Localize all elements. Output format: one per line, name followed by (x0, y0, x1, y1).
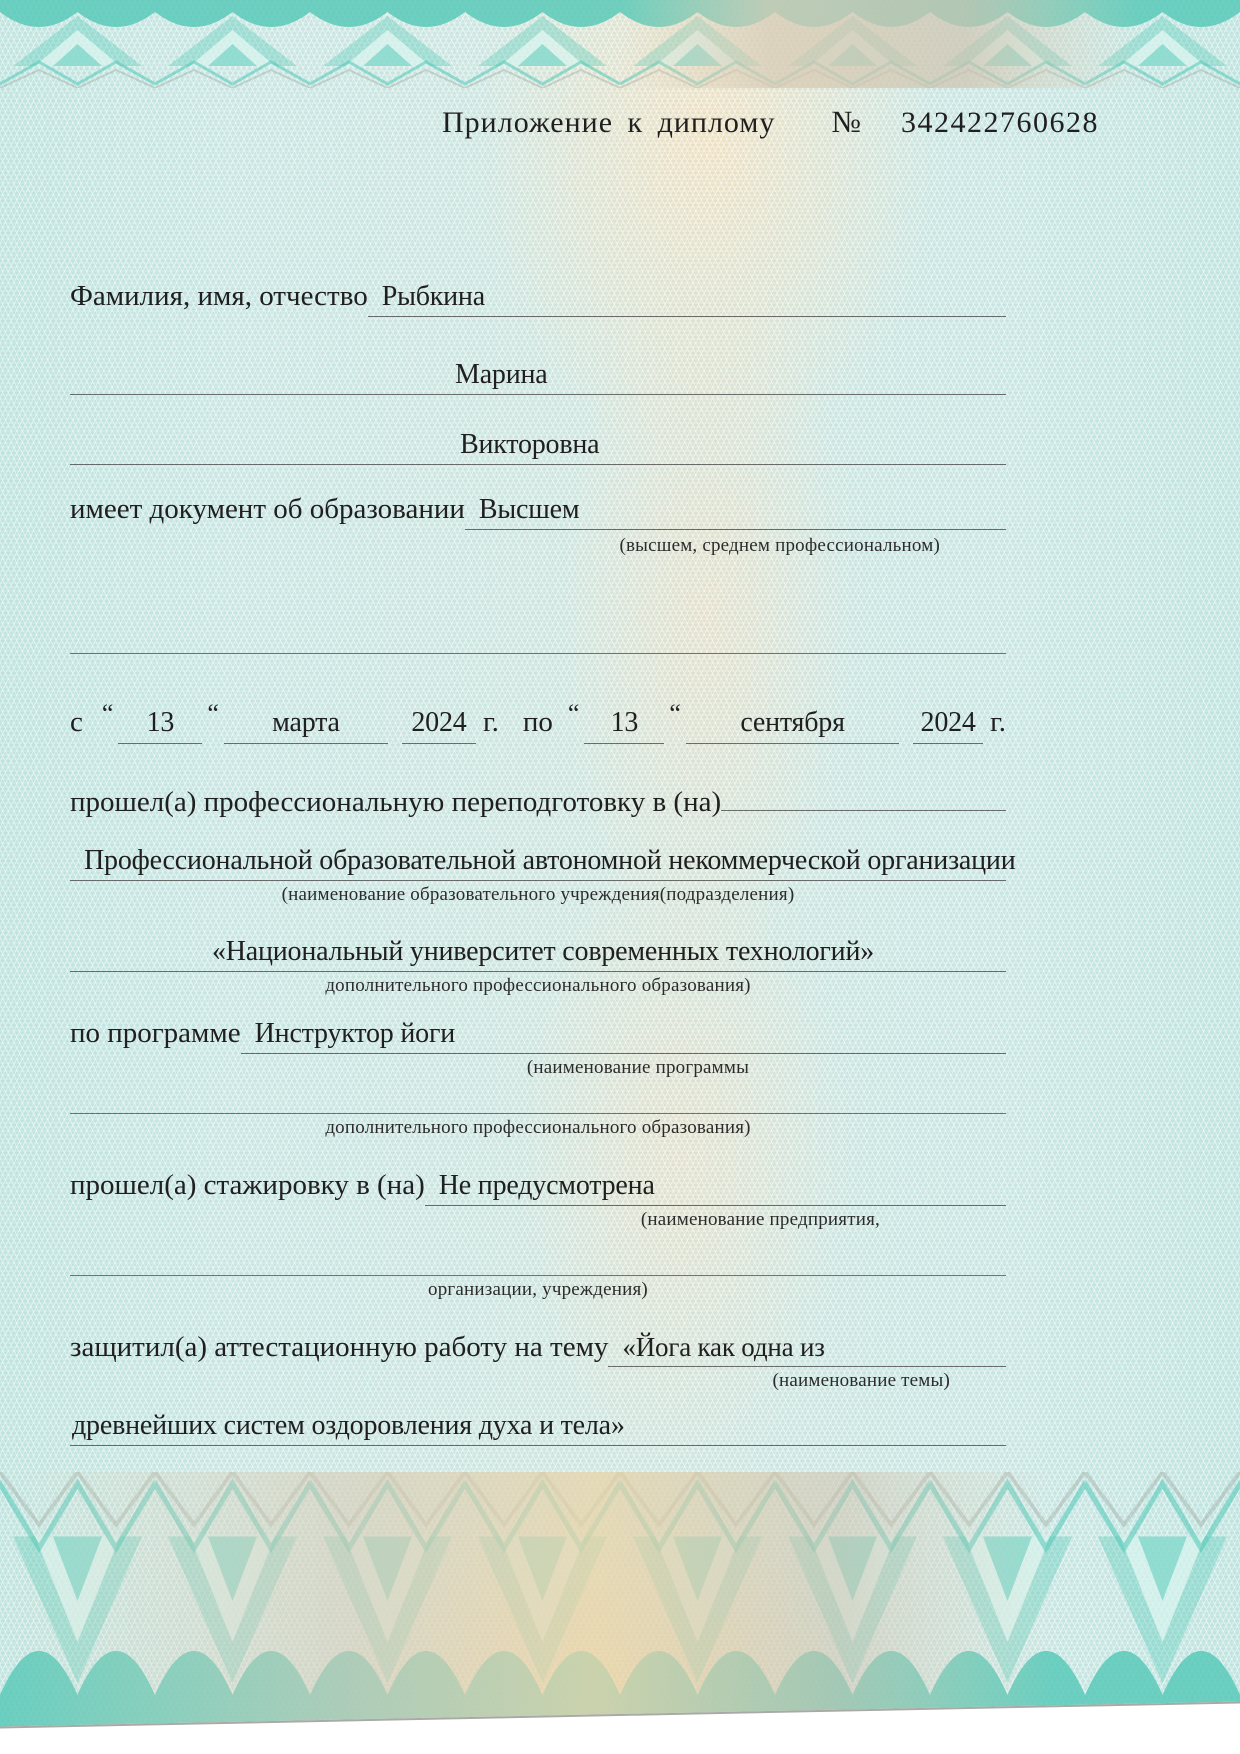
open-quote-to: “ (567, 699, 580, 728)
blank-rule-3 (70, 1275, 1006, 1276)
thesis-line-2-row (70, 1410, 1006, 1446)
program-row (70, 1017, 1006, 1054)
organization-line-2: «Национальный университет современных технологий» (70, 936, 1006, 972)
internship-row (70, 1169, 1006, 1206)
internship-caption-1-row (70, 1208, 1006, 1233)
day-to-value: 13 (584, 707, 664, 744)
period-to-label: по (522, 706, 553, 738)
program-value: Инструктор йоги (241, 1018, 1006, 1054)
month-to-value: сентября (686, 707, 899, 744)
year-from-value: 2024 (402, 707, 476, 744)
internship-caption-1: (наименование предприятия, (640, 1209, 880, 1230)
blank-rule-1 (70, 653, 1006, 654)
program-caption-2-row (70, 1116, 1006, 1141)
surname-value: Рыбкина (368, 281, 1006, 317)
full-name-label: Фамилия, имя, отчество (70, 280, 368, 312)
retraining-label: прошел(а) профессиональную переподготовку в (на) (70, 786, 722, 818)
retraining-blank-line (721, 807, 1006, 811)
blank-rule-2 (70, 1113, 1006, 1114)
first-name-row (70, 359, 1006, 395)
open-quote-from: “ (101, 699, 114, 728)
period-row (70, 699, 1006, 744)
thesis-row (70, 1331, 1006, 1367)
program-label: по программе (70, 1017, 241, 1049)
education-caption-row (70, 534, 1006, 559)
program-caption-1-row (70, 1056, 1006, 1081)
year-suffix-to: г. (990, 706, 1006, 738)
diploma-number: 342422760628 (900, 106, 1099, 139)
organization-caption-2: дополнительного профессионального образования) (325, 975, 751, 996)
period-prefix: с (70, 706, 83, 738)
education-value: Высшем (465, 494, 1006, 530)
day-from-value: 13 (118, 707, 202, 744)
internship-value: Не предусмотрена (425, 1170, 1006, 1206)
full-name-row (70, 280, 1006, 317)
organization-caption-1: (наименование образовательного учреждения(подразделения) (281, 884, 795, 905)
thesis-caption-row (70, 1369, 1006, 1394)
document-header (442, 104, 1162, 140)
guilloche-bottom-border (0, 1472, 1240, 1730)
year-to-value: 2024 (913, 707, 983, 744)
organization-line-1: Профессиональной образовательной автономной некоммерческой организации (70, 845, 1006, 881)
numero-sign: № (831, 104, 861, 139)
internship-caption-2-row (70, 1278, 1006, 1303)
document-title: Приложение к диплому (442, 106, 776, 139)
organization-caption-1-row (70, 883, 1006, 908)
organization-line-2-row (70, 936, 1006, 972)
education-caption: (высшем, среднем профессиональном) (619, 535, 940, 556)
close-quote-from: “ (207, 699, 219, 728)
internship-caption-2: организации, учреждения) (428, 1279, 648, 1300)
education-row (70, 493, 1006, 530)
organization-caption-2-row (70, 974, 1006, 999)
program-caption-2: дополнительного профессионального образования) (325, 1117, 751, 1138)
month-from-value: марта (224, 707, 388, 744)
first-name-value: Марина (70, 359, 1006, 395)
internship-label: прошел(а) стажировку в (на) (70, 1169, 425, 1201)
patronymic-value: Викторовна (70, 429, 1006, 465)
thesis-title-line-1: «Йога как одна из (608, 1332, 1006, 1367)
education-label: имеет документ об образовании (70, 493, 465, 525)
thesis-label: защитил(а) аттестационную работу на тему (70, 1331, 609, 1363)
document-body (70, 88, 1099, 1446)
thesis-caption: (наименование темы) (772, 1370, 950, 1391)
retraining-row (70, 786, 1006, 819)
thesis-title-line-2: древнейших систем оздоровления духа и тела» (70, 1410, 1006, 1446)
year-suffix-from: г. (482, 706, 499, 738)
program-caption-1: (наименование программы (526, 1057, 750, 1078)
patronymic-row (70, 429, 1006, 465)
close-quote-to: “ (669, 699, 681, 728)
guilloche-top-border (0, 0, 1240, 88)
organization-line-1-row (70, 845, 1016, 881)
